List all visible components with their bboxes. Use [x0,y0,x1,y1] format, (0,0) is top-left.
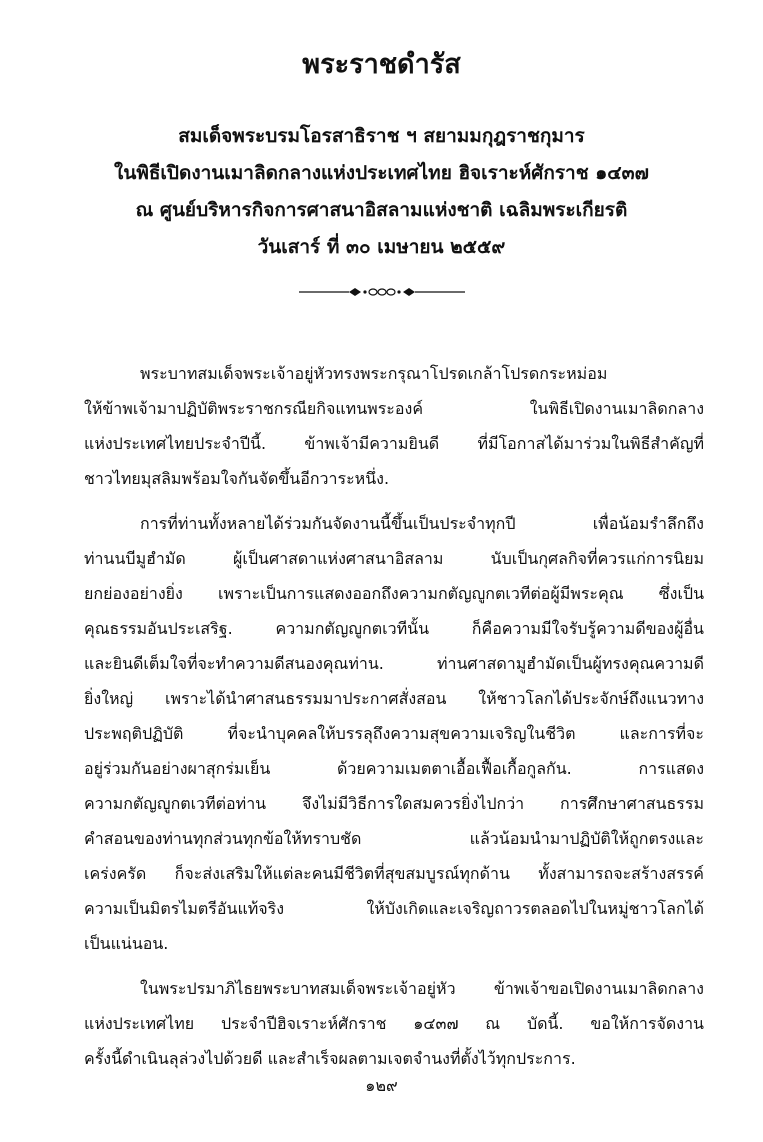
subtitle-block [40,118,723,266]
paragraph [84,506,704,961]
text-line: ยิ่งใหญ่ เพราะได้นำศาสนธรรมมาประกาศสั่งสอน ให้ชาวโลกได้ประจักษ์ถึงแนวทาง [84,689,704,708]
text-line: แห่งประเทศไทยประจำปีนี้. ข้าพเจ้ามีความยินดี ที่มีโอกาสได้มาร่วมในพิธีสำคัญที่ [84,434,704,453]
subtitle-line: ณ ศูนย์บริหารกิจการศาสนาอิสลามแห่งชาติ เฉลิมพระเกียรติ [135,199,628,221]
text-line: คำสอนของท่านทุกส่วนทุกข้อให้ทราบชัด แล้วน้อมนำมาปฏิบัติให้ถูกตรงและ [84,829,704,848]
paragraph [84,356,704,496]
text-line: แห่งประเทศไทย ประจำปีฮิจเราะห์ศักราช ๑๔๓๗ ณ บัดนี้. ขอให้การจัดงาน [84,1014,704,1033]
text-line: และยินดีเต็มใจที่จะทำความดีสนองคุณท่าน. ท่านศาสดามูฮำมัดเป็นผู้ทรงคุณความดี [84,654,704,673]
text-line: ในพระปรมาภิไธยพระบาทสมเด็จพระเจ้าอยู่หัว ข้าพเจ้าขอเปิดงานเมาลิดกลาง [140,979,704,998]
text-line: ท่านนบีมูฮำมัด ผู้เป็นศาสดาแห่งศาสนาอิสลาม นับเป็นกุศลกิจที่ควรแก่การนิยม [84,549,704,568]
subtitle-line: วันเสาร์ ที่ ๓๐ เมษายน ๒๕๕๙ [257,236,506,258]
text-line: ความเป็นมิตรไมตรีอันแท้จริง ให้บังเกิดและเจริญถาวรตลอดไปในหมู่ชาวโลกได้ [84,899,704,918]
page-number: ๑๒๙ [365,1076,398,1095]
text-line: ให้ข้าพเจ้ามาปฏิบัติพระราชกรณียกิจแทนพระองค์ ในพิธีเปิดงานเมาลิดกลาง [84,399,704,418]
text-line: อยู่ร่วมกันอย่างผาสุกร่มเย็น ด้วยความเมตตาเอื้อเฟื้อเกื้อกูลกัน. การแสดง [84,759,704,778]
text-line: ประพฤติปฏิบัติ ที่จะนำบุคคลให้บรรลุถึงความสุขความเจริญในชีวิต และการที่จะ [84,724,704,743]
text-line: เป็นแน่นอน. [84,934,169,953]
paragraph [84,971,704,1076]
subtitle-line: สมเด็จพระบรมโอรสาธิราช ฯ สยามมกุฎราชกุมาร [178,125,585,147]
text-line: ครั้งนี้ดำเนินลุล่วงไปด้วยดี และสำเร็จผลตามเจตจำนงที่ตั้งไว้ทุกประการ. [84,1049,576,1068]
text-line: พระบาทสมเด็จพระเจ้าอยู่หัวทรงพระกรุณาโปรดเกล้าโปรดกระหม่อม [140,364,608,383]
decorative-divider-ornament-icon [0,282,763,302]
subtitle-line: ในพิธีเปิดงานเมาลิดกลางแห่งประเทศไทย ฮิจเราะห์ศักราช ๑๔๓๗ [114,162,649,184]
text-line: คุณธรรมอันประเสริฐ. ความกตัญญูกตเวทีนั้น ก็คือความมีใจรับรู้ความดีของผู้อื่น [84,619,704,638]
body-text [84,356,704,1086]
page-title: พระราชดำรัส [302,49,461,80]
text-line: เคร่งครัด ก็จะส่งเสริมให้แต่ละคนมีชีวิตที่สุขสมบูรณ์ทุกด้าน ทั้งสามารถจะสร้างสรรค์ [84,864,704,883]
text-line: การที่ท่านทั้งหลายได้ร่วมกันจัดงานนี้ขึ้นเป็นประจำทุกปี เพื่อน้อมรำลึกถึง [140,514,704,533]
text-line: ความกตัญญูกตเวทีต่อท่าน จึงไม่มีวิธีการใดสมควรยิ่งไปกว่า การศึกษาศาสนธรรม [84,794,704,813]
text-line: ชาวไทยมุสลิมพร้อมใจกันจัดขึ้นอีกวาระหนึ่ง. [84,469,390,488]
text-line: ยกย่องอย่างยิ่ง เพราะเป็นการแสดงออกถึงความกตัญญูกตเวทีต่อผู้มีพระคุณ ซึ่งเป็น [84,584,704,603]
